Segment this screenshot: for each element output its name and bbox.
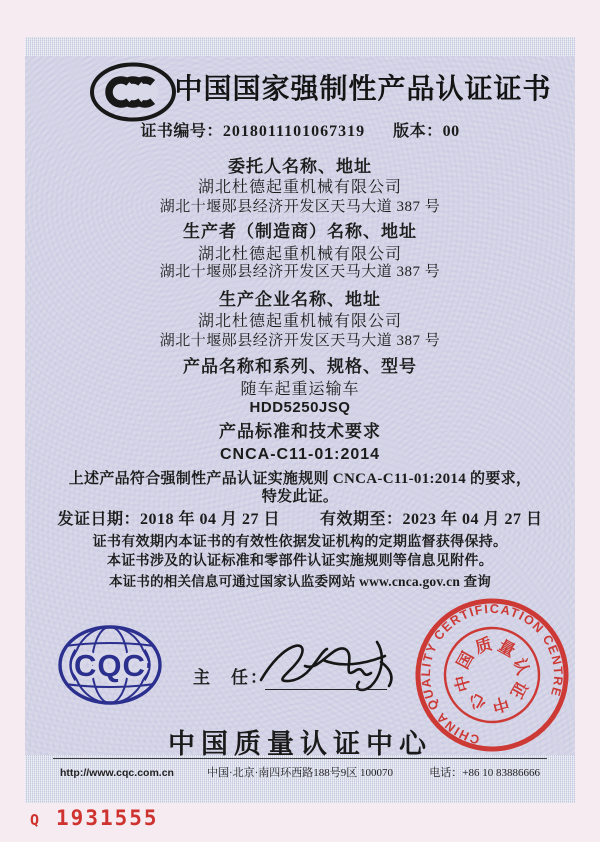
section-applicant-heading: 委托人名称、地址 (228, 157, 372, 176)
serial-prefix: Q (30, 811, 40, 829)
issuing-org-name: 中国质量认证中心 (168, 729, 432, 759)
version-label: 版本： (393, 123, 443, 140)
attachment-note: 本证书涉及的认证标准和零部件认证实施规则等信息见附件。 (106, 554, 494, 569)
footer-row (60, 764, 540, 780)
director-signature (253, 636, 411, 692)
statement-line-1: 上述产品符合强制性产品认证实施规则 CNCA-C11-01:2014 的要求， (68, 471, 532, 487)
cqc-logo-text: CQC (74, 648, 146, 683)
applicant-name: 湖北杜德起重机械有限公司 (197, 179, 402, 196)
product-name: 随车起重运输车 (240, 381, 360, 398)
cqc-logo-icon (52, 619, 168, 711)
serial-number (30, 806, 159, 830)
svg-text:国: 国 (453, 648, 478, 673)
svg-text:认: 认 (509, 656, 533, 678)
svg-text:中: 中 (489, 692, 511, 716)
valid-until-value: 2023 年 04 月 27 日 (402, 511, 543, 528)
section-product-heading: 产品名称和系列、规格、型号 (183, 357, 417, 376)
manufacturer-address: 湖北十堰郧县经济开发区天马大道 387 号 (159, 264, 441, 280)
top-guilloche-band (25, 37, 575, 56)
svg-text:中: 中 (451, 672, 475, 694)
seal-chinese-ring (441, 624, 542, 725)
query-note: 本证书的相关信息可通过国家认监委网站 www.cnca.gov.cn 查询 (108, 574, 492, 589)
cert-no-label: 证书编号： (140, 123, 223, 140)
svg-text:证: 证 (506, 677, 531, 702)
svg-text:心: 心 (465, 689, 490, 714)
certificate-title: 中国国家强制性产品认证证书 (174, 74, 552, 105)
manufacturer-name: 湖北杜德起重机械有限公司 (197, 246, 402, 263)
footer-url: http://www.cqc.com.cn (60, 767, 174, 779)
certificate-body (25, 37, 575, 803)
factory-address: 湖北十堰郧县经济开发区天马大道 387 号 (159, 333, 441, 349)
svg-text:质: 质 (473, 634, 495, 658)
version-value: 00 (442, 123, 460, 140)
svg-text:量: 量 (494, 636, 519, 661)
validity-note: 证书有效期内本证书的有效性依据发证机构的定期监督获得保持。 (92, 535, 508, 550)
director-label: 主 任： (193, 668, 269, 687)
section-manufacturer-heading: 生产者（制造商）名称、地址 (183, 222, 417, 241)
issue-date-value: 2018 年 04 月 27 日 (139, 511, 280, 528)
product-model: HDD5250JSQ (249, 399, 351, 416)
applicant-address: 湖北十堰郧县经济开发区天马大道 387 号 (159, 199, 441, 215)
dates-line (25, 509, 575, 530)
section-factory-heading: 生产企业名称、地址 (219, 290, 381, 309)
signature-underline (265, 689, 387, 690)
standard-code: CNCA-C11-01:2014 (219, 446, 381, 463)
footer-address: 中国·北京·南四环西路188号9区 100070 (206, 767, 394, 779)
footer-phone: 电话：+86 10 83886666 (429, 767, 540, 779)
seal-english-text: CHINA QUALITY CERTIFICATION CENTRE (418, 601, 566, 747)
valid-until-label: 有效期至： (320, 511, 403, 528)
issue-date-label: 发证日期： (57, 511, 140, 528)
cert-no-value: 2018011101067319 (222, 123, 366, 140)
serial-digits: 1931555 (56, 806, 159, 830)
footer-rule (53, 758, 547, 759)
factory-name: 湖北杜德起重机械有限公司 (197, 313, 402, 330)
statement-line-2: 特发此证。 (261, 489, 339, 505)
certificate-number-line (25, 121, 575, 142)
section-standard-heading: 产品标准和技术要求 (219, 422, 381, 441)
